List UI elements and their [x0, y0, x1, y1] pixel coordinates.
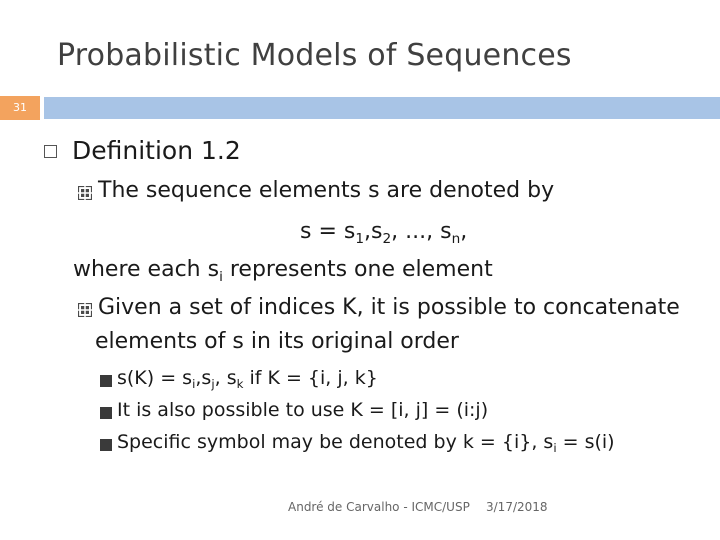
crossed-square-icon [78, 303, 92, 317]
header-bar [44, 97, 720, 119]
bullet-sequence-elements: The sequence elements s are denoted by [98, 178, 555, 203]
sym-sub: i [553, 441, 557, 456]
filled-square-icon [100, 439, 112, 451]
eq-sub: 2 [382, 230, 392, 247]
footer-date: 3/17/2018 [486, 500, 548, 514]
sk-part: s(K) = s [117, 367, 193, 389]
slide-number: 31 [0, 96, 40, 120]
sk-part: , s [214, 367, 237, 389]
eq-part: , [460, 219, 468, 244]
where-sub: i [219, 268, 223, 285]
bullet-concatenate-line2: elements of s in its original order [95, 329, 459, 354]
sub-bullet-range: It is also possible to use K = [i, j] = (i:j) [117, 399, 489, 421]
eq-part: , ..., s [391, 219, 452, 244]
sk-sub: k [236, 377, 244, 392]
crossed-square-icon [78, 186, 92, 200]
eq-sub: n [451, 230, 461, 247]
eq-sub: 1 [355, 230, 365, 247]
sym-part: Specific symbol may be denoted by k = {i}, s [117, 431, 554, 453]
sk-sub: j [211, 377, 215, 392]
eq-part: s = s [300, 219, 356, 244]
bullet-concatenate-line1: Given a set of indices K, it is possible to concatenate [98, 295, 680, 320]
definition-heading: Definition 1.2 [72, 136, 241, 165]
sub-bullet-symbol [117, 431, 615, 456]
sk-sub: i [192, 377, 196, 392]
filled-square-icon [100, 407, 112, 419]
slide-title: Probabilistic Models of Sequences [57, 38, 572, 73]
where-line [73, 257, 493, 285]
sk-part: ,s [195, 367, 212, 389]
eq-part: ,s [364, 219, 383, 244]
where-part: represents one element [222, 257, 493, 282]
footer-author: André de Carvalho - ICMC/USP [288, 500, 470, 514]
sub-bullet-sK [117, 367, 378, 392]
filled-square-icon [100, 375, 112, 387]
where-part: where each s [73, 257, 220, 282]
equation-line [300, 219, 468, 247]
hollow-square-icon [44, 145, 57, 158]
sk-part: if K = {i, j, k} [243, 367, 378, 389]
sym-part: = s(i) [556, 431, 615, 453]
